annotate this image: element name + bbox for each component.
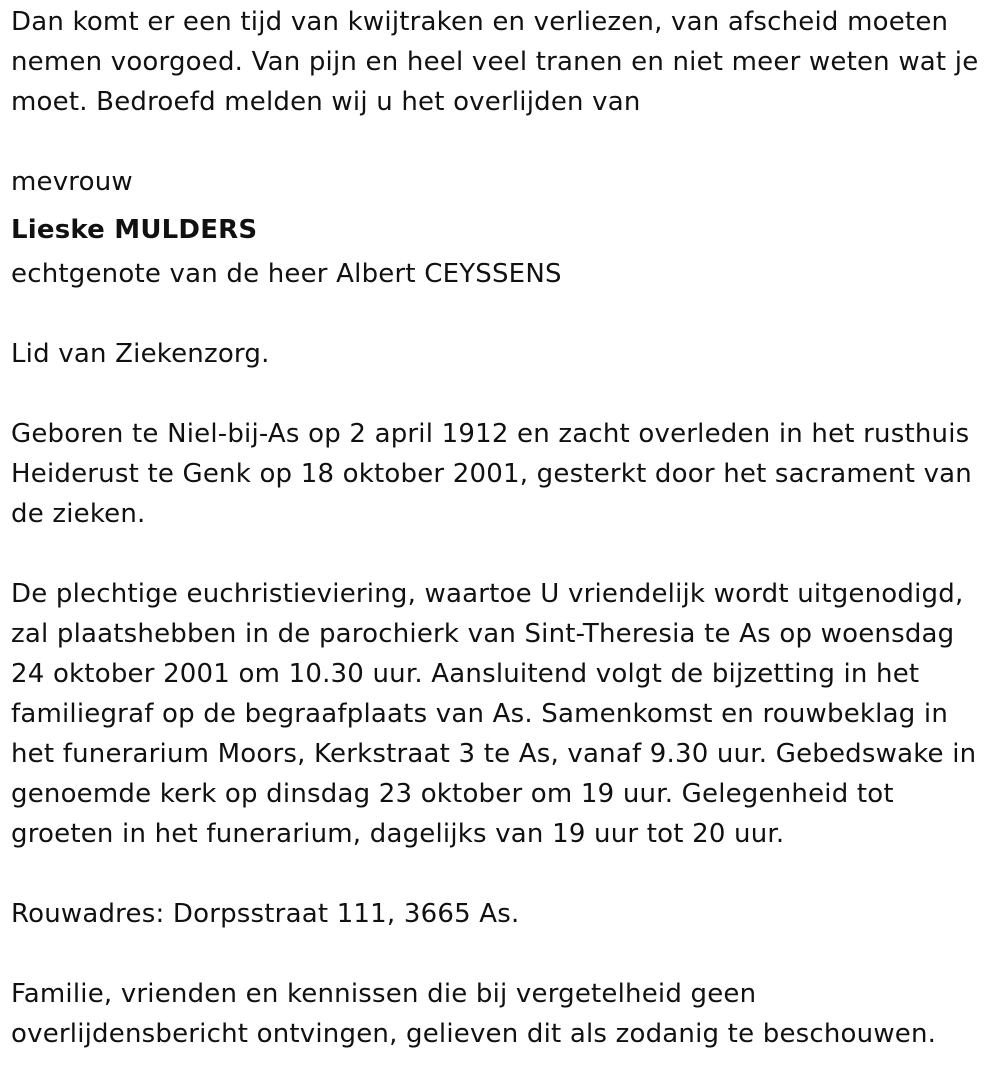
- mourning-address: Rouwadres: Dorpsstraat 111, 3665 As.: [11, 899, 520, 929]
- deceased-name: Lieske MULDERS: [11, 215, 258, 245]
- service-line: het funerarium Moors, Kerkstraat 3 te As, vanaf 9.30 uur. Gebedswake in: [11, 739, 977, 769]
- paragraph-gap: [11, 294, 996, 334]
- paragraph-gap: [11, 534, 996, 574]
- spouse-line: echtgenote van de heer Albert CEYSSENS: [11, 259, 562, 289]
- service-line: groeten in het funerarium, dagelijks van 19 uur tot 20 uur.: [11, 819, 785, 849]
- closing-line: overlijdensbericht ontvingen, gelieven dit als zodanig te beschouwen.: [11, 1019, 937, 1049]
- service-paragraph: [11, 574, 996, 854]
- service-line: genoemde kerk op dinsdag 23 oktober om 19 uur. Gelegenheid tot: [11, 779, 894, 809]
- service-line: De plechtige euchristieviering, waartoe U vriendelijk wordt uitgenodigd,: [11, 579, 964, 609]
- closing-paragraph: [11, 974, 996, 1054]
- service-line: 24 oktober 2001 om 10.30 uur. Aansluitend volgt de bijzetting in het: [11, 659, 920, 689]
- paragraph-gap: [11, 122, 996, 162]
- intro-line: Dan komt er een tijd van kwijtraken en verliezen, van afscheid moeten: [11, 7, 949, 37]
- intro-line: nemen voorgoed. Van pijn en heel veel tranen en niet meer weten wat je: [11, 47, 979, 77]
- obituary-document: [11, 0, 996, 1054]
- intro-paragraph: [11, 2, 996, 122]
- birth-death-line: Geboren te Niel-bij-As op 2 april 1912 en zacht overleden in het rusthuis: [11, 419, 970, 449]
- honorific: mevrouw: [11, 167, 133, 197]
- paragraph-gap: [11, 934, 996, 974]
- paragraph-gap: [11, 374, 996, 414]
- birth-death-paragraph: [11, 414, 996, 534]
- service-line: zal plaatshebben in de parochierk van Sint-Theresia te As op woensdag: [11, 619, 955, 649]
- service-line: familiegraf op de begraafplaats van As. Samenkomst en rouwbeklag in: [11, 699, 948, 729]
- intro-line: moet. Bedroefd melden wij u het overlijden van: [11, 87, 641, 117]
- birth-death-line: Heiderust te Genk op 18 oktober 2001, gesterkt door het sacrament van: [11, 459, 972, 489]
- paragraph-gap: [11, 854, 996, 894]
- closing-line: Familie, vrienden en kennissen die bij vergetelheid geen: [11, 979, 757, 1009]
- membership-line: Lid van Ziekenzorg.: [11, 339, 270, 369]
- birth-death-line: de zieken.: [11, 499, 146, 529]
